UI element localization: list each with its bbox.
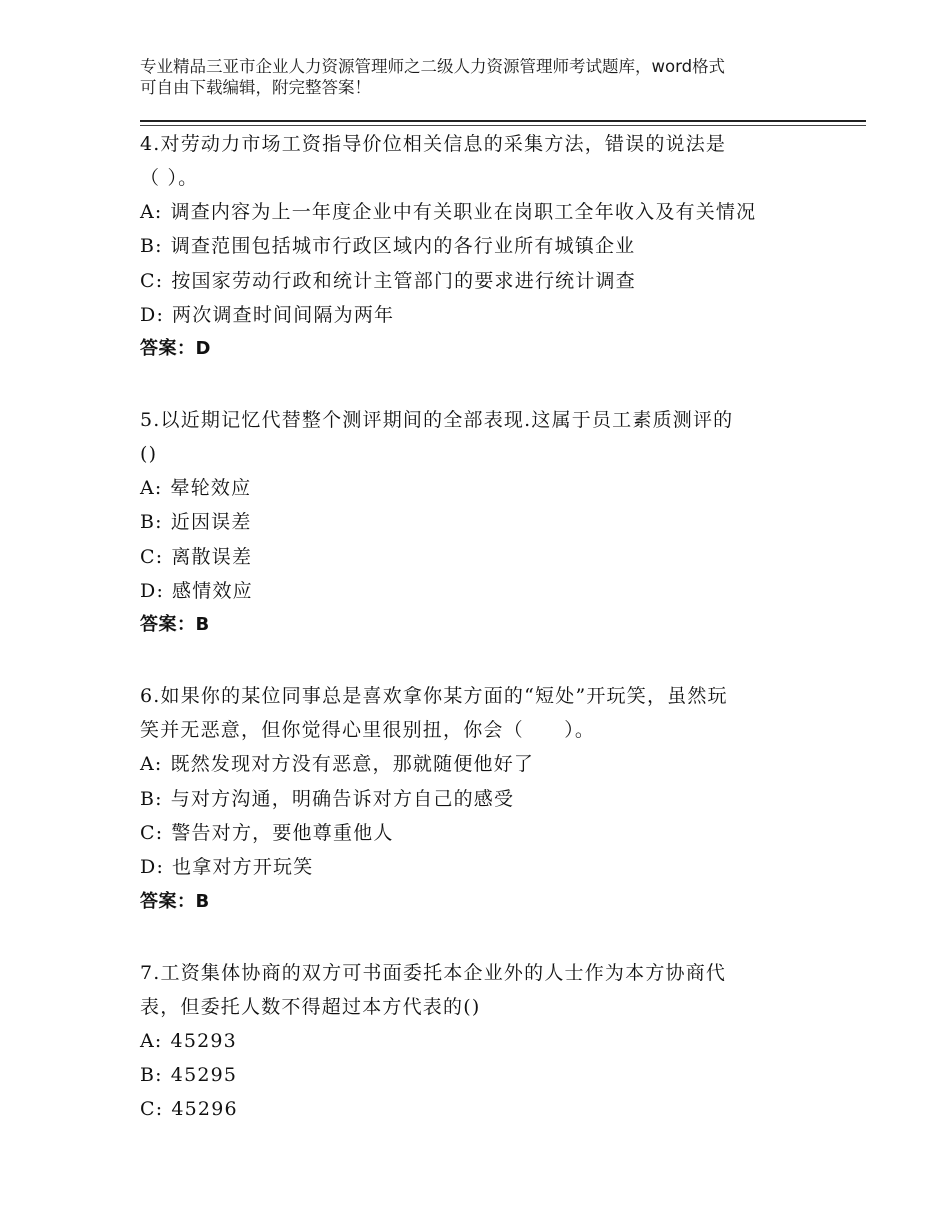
option-d: D: 也拿对方开玩笑 (140, 856, 314, 879)
question-stem: 6.如果你的某位同事总是喜欢拿你某方面的“短处”开玩笑，虽然玩 (140, 685, 728, 708)
question-stem: 5.以近期记忆代替整个测评期间的全部表现.这属于员工素质测评的 (140, 409, 734, 432)
document-header (140, 56, 840, 98)
option-text: 与对方沟通，明确告诉对方自己的感受 (170, 787, 515, 810)
option-c: C: 离散误差 (140, 545, 253, 568)
option-letter: B (140, 1063, 156, 1086)
option-c: C: 按国家劳动行政和统计主管部门的要求进行统计调查 (140, 269, 636, 292)
option-text: 调查范围包括城市行政区域内的各行业所有城镇企业 (170, 235, 636, 258)
option-text: 近因误差 (170, 511, 252, 534)
option-text: 45293 (170, 1029, 237, 1052)
option-letter: D (140, 856, 157, 879)
option-letter: C (140, 545, 156, 568)
option-letter: C (140, 269, 156, 292)
header-divider-thin (140, 125, 866, 126)
option-letter: A (140, 477, 155, 500)
option-letter: A (140, 753, 155, 776)
option-d: D: 两次调查时间间隔为两年 (140, 303, 395, 326)
option-text: 既然发现对方没有恶意，那就随便他好了 (170, 753, 535, 776)
option-text: 感情效应 (172, 580, 253, 603)
option-text: 也拿对方开玩笑 (172, 856, 314, 879)
question-list (140, 127, 840, 1163)
answer-label: 答案：D (140, 338, 211, 360)
option-letter: B (140, 235, 156, 258)
option-b: B: 45295 (140, 1063, 238, 1086)
option-b: B: 与对方沟通，明确告诉对方自己的感受 (140, 787, 515, 810)
option-c: C: 警告对方，要他尊重他人 (140, 821, 394, 844)
question-stem-continued: () (140, 443, 158, 466)
option-text: 调查内容为上一年度企业中有关职业在岗职工全年收入及有关情况 (170, 201, 757, 223)
option-letter: A (140, 201, 155, 223)
option-d: D: 感情效应 (140, 580, 253, 603)
option-letter: A (140, 1029, 155, 1052)
option-b: B: 近因误差 (140, 511, 252, 534)
answer-label: 答案：B (140, 890, 210, 912)
question-stem-continued: 笑并无恶意，但你觉得心里很别扭，你会（ ）。 (140, 719, 596, 742)
header-line-1: 专业精品三亚市企业人力资源管理师之二级人力资源管理师考试题库，word格式 (140, 57, 726, 76)
question-stem: 7.工资集体协商的双方可书面委托本企业外的人士作为本方协商代 (140, 961, 727, 984)
option-letter: D (140, 303, 157, 326)
option-letter: B (140, 511, 156, 534)
question-stem: 4.对劳动力市场工资指导价位相关信息的采集方法，错误的说法是 (140, 133, 727, 155)
option-text: 按国家劳动行政和统计主管部门的要求进行统计调查 (171, 269, 636, 292)
option-c: C: 45296 (140, 1098, 238, 1121)
header-divider-thick (140, 120, 866, 122)
question-stem-continued: （ ）。 (140, 167, 199, 189)
question-4 (140, 127, 840, 366)
question-6 (140, 679, 840, 918)
option-text: 离散误差 (171, 545, 253, 568)
option-text: 两次调查时间间隔为两年 (172, 303, 395, 326)
question-stem-continued: 表，但委托人数不得超过本方代表的() (140, 995, 481, 1018)
option-letter: C (140, 1098, 156, 1121)
option-text: 45295 (170, 1063, 238, 1086)
header-line-2: 可自由下载编辑，附完整答案！ (140, 78, 371, 97)
option-letter: C (140, 821, 156, 844)
option-letter: D (140, 580, 157, 603)
option-a: A: 调查内容为上一年度企业中有关职业在岗职工全年收入及有关情况 (140, 201, 757, 223)
question-5 (140, 403, 840, 642)
option-text: 45296 (171, 1098, 238, 1121)
answer-label: 答案：B (140, 614, 210, 636)
option-a: A: 既然发现对方没有恶意，那就随便他好了 (140, 753, 535, 776)
option-a: A: 晕轮效应 (140, 477, 252, 500)
question-7 (140, 956, 840, 1127)
option-text: 晕轮效应 (170, 477, 252, 500)
option-a: A: 45293 (140, 1029, 237, 1052)
option-b: B: 调查范围包括城市行政区域内的各行业所有城镇企业 (140, 235, 636, 258)
option-letter: B (140, 787, 156, 810)
option-text: 警告对方，要他尊重他人 (171, 821, 394, 844)
